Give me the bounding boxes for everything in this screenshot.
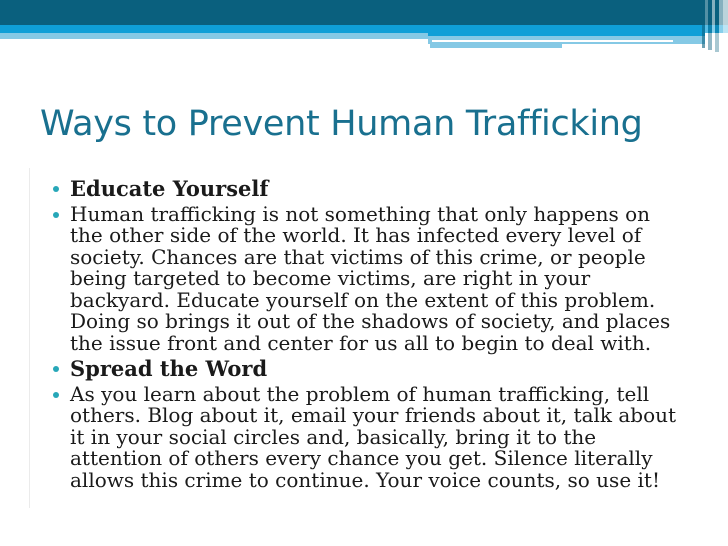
bullet-dot-icon bbox=[53, 366, 59, 372]
list-item-text: Spread the Word bbox=[70, 356, 268, 381]
list-item-text: Educate Yourself bbox=[70, 176, 269, 201]
banner-corner-stripe bbox=[723, 0, 728, 48]
bullet-dot-icon bbox=[53, 212, 59, 218]
content-placeholder-edge bbox=[29, 168, 30, 508]
banner-dark-bar bbox=[0, 0, 728, 25]
list-item-heading bbox=[40, 358, 688, 380]
list-item-paragraph bbox=[40, 381, 688, 492]
bullet-list bbox=[40, 178, 688, 495]
list-item-text: Human trafficking is not something that only happens on the other side of the world. It has infected every level of society. Chances are that victims of this crime, or people being targeted to become victims, are right in your backyard. Educate yourself on the extent of this problem. Doing so brings it out of the shadows of society, and places the issue front and center for us all to begin to deal with. bbox=[70, 201, 671, 355]
slide-title: Ways to Prevent Human Trafficking bbox=[40, 104, 643, 144]
banner-blue-stripe bbox=[0, 25, 728, 33]
bullet-dot-icon bbox=[53, 392, 59, 398]
bullet-dot-icon bbox=[53, 186, 59, 192]
banner-light-stripe-left bbox=[0, 33, 428, 39]
banner-white-line bbox=[432, 40, 673, 42]
list-item-heading bbox=[40, 178, 688, 200]
banner-light-block-lower bbox=[430, 42, 562, 48]
list-item-text: As you learn about the problem of human trafficking, tell others. Blog about it, email your friends about it, talk about it in your social circles and, basically, bring it to the attention of others every chance you get. Silence literally allows this crime to continue. Your voice counts, so use it! bbox=[70, 381, 677, 492]
list-item-paragraph bbox=[40, 201, 688, 355]
